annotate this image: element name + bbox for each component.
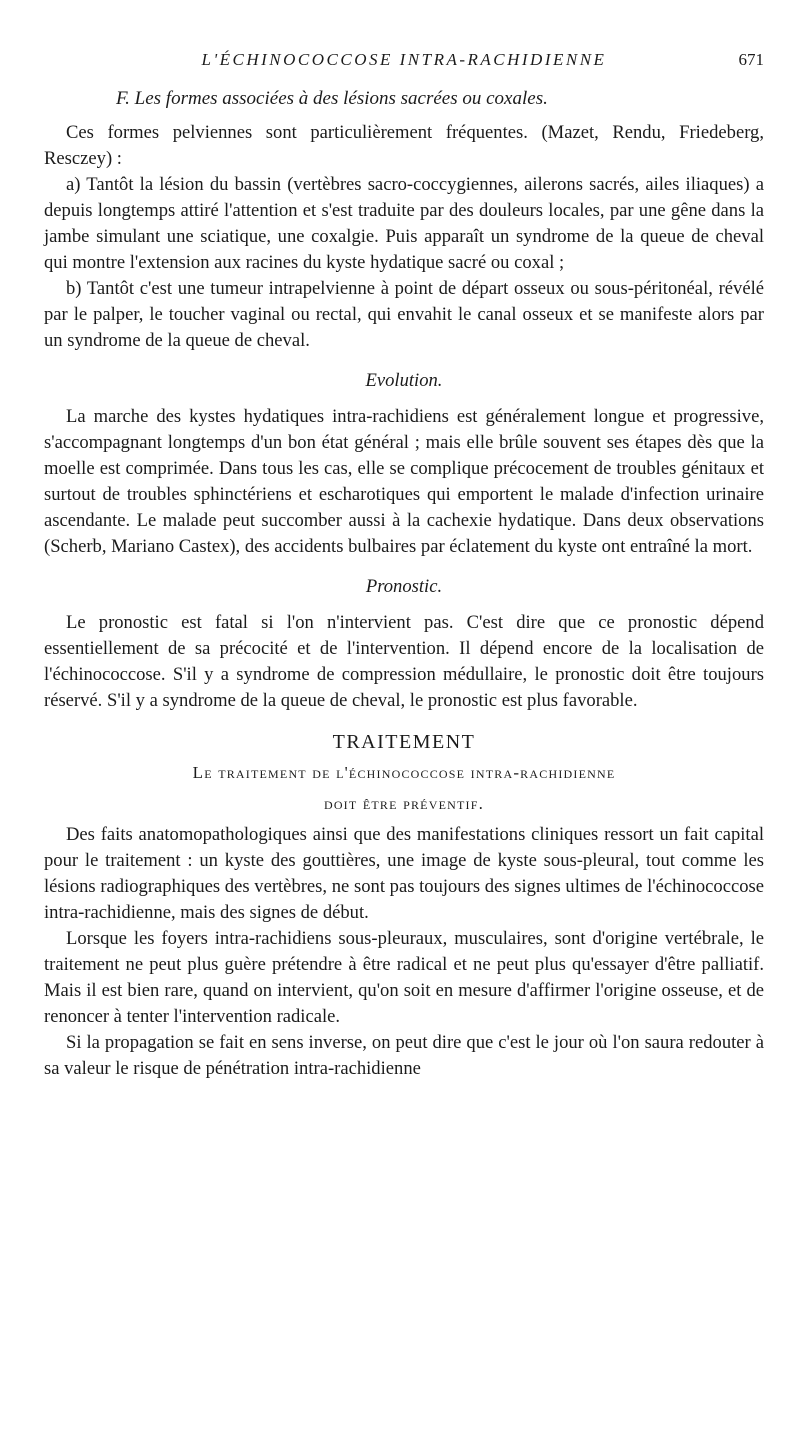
heading-pronostic: Pronostic. [365,576,443,597]
paragraph-traitement-1: Des faits anatomopathologiques ainsi que des manifestations cliniques ressort un fait capital pour le traitement : un kyste des gouttières, une image de kyste sous-pleural, tout comme les lésions radiographiques des vertèbres, ne sont pas toujours des signes ultimes de l'échinococcose intra-rachidienne, mais des signes de début. [44,824,764,923]
paragraph-formes-item-b: b) Tantôt c'est une tumeur intrapelvienne à point de départ osseux ou sous-péritonéal, révélé par le palper, le toucher vaginal ou rectal, qui envahit le canal osseux et se manifeste alors par un syndrome de la queue de cheval. [44,278,764,351]
paragraph-evolution: La marche des kystes hydatiques intra-rachidiens est généralement longue et progressive, s'accompagnant longtemps d'un bon état général ; mais elle brûle souvent ses étapes dès que la moelle est comprimée. Dans tous les cas, elle se complique précocement de troubles génitaux et surtout de troubles sphinctériens et escharotiques qui emportent le malade d'infection urinaire ascendante. Le malade peut succomber aussi à la cachexie hydatique. Dans deux observations (Scherb, Mariano Castex), des accidents bulbaires par éclatement du kyste ont entraîné la mort. [44,406,764,557]
paragraph-traitement-3: Si la propagation se fait en sens inverse, on peut dire que c'est le jour où l'on saura redouter à sa valeur le risque de pénétration intra-rachidienne [44,1032,764,1079]
running-title: L'ÉCHINOCOCCOSE INTRA-RACHIDIENNE [201,50,607,69]
running-head [44,50,764,74]
paragraph-pronostic: Le pronostic est fatal si l'on n'intervient pas. C'est dire que ce pronostic dépend essentiellement de sa précocité et de l'intervention. Il dépend encore de la localisation de l'échinococcose. S'il y a syndrome de compression médullaire, le pronostic doit être toujours réservé. S'il y a syndrome de la queue de cheval, le pronostic est plus favorable. [44,612,764,711]
subheading-traitement-line2: doit être préventif. [323,794,485,813]
paragraph-formes-item-a: a) Tantôt la lésion du bassin (vertèbres sacro-coccygiennes, ailerons sacrés, ailes iliaques) a depuis longtemps attiré l'attention et s'est traduite par des douleurs locales, par une gêne dans la jambe simulant une sciatique, une coxalgie. Puis apparaît un syndrome de la queue de cheval qui montre l'extension aux racines du kyste hydatique sacré ou coxal ; [44,174,764,273]
paragraph-traitement-2: Lorsque les foyers intra-rachidiens sous-pleuraux, musculaires, sont d'origine vertébrale, le traitement ne peut plus guère prétendre à être radical et ne peut plus qu'essayer d'être palliatif. Mais il est bien rare, quand on intervient, qu'on soit en mesure d'affirmer l'origine osseuse, et de renoncer à tenter l'intervention radicale. [44,928,764,1027]
subsection-title-formes: F. Les formes associées à des lésions sacrées ou coxales. [116,88,548,109]
subheading-traitement-line1: Le traitement de l'échinococcose intra-rachidienne [192,763,616,782]
page-number: 671 [738,50,764,69]
heading-traitement: TRAITEMENT [332,731,476,753]
heading-evolution: Evolution. [365,370,443,391]
paragraph-formes-intro: Ces formes pelviennes sont particulièrement fréquentes. (Mazet, Rendu, Friedeberg, Resczey) : [44,122,764,169]
